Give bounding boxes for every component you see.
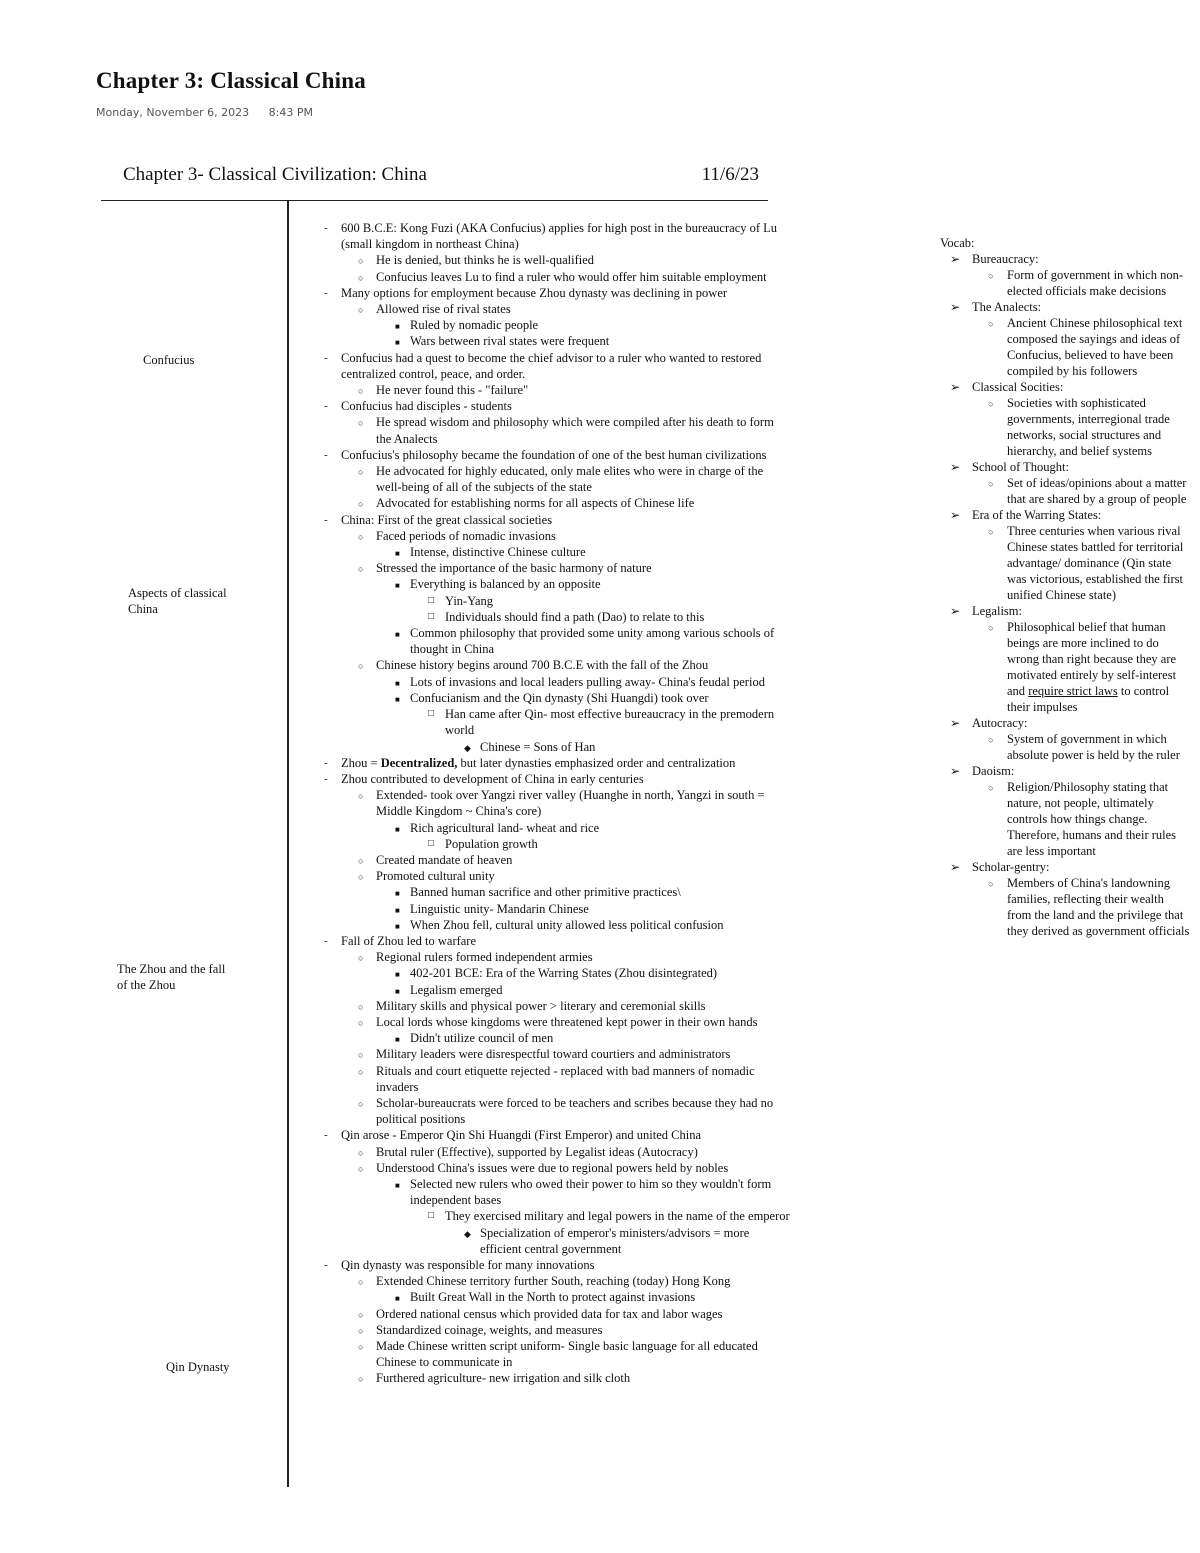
bullet-marker: ○ (358, 418, 364, 429)
note-text: Confucius leaves Lu to find a ruler who would offer him suitable employment (376, 269, 767, 284)
vocab-definition (940, 523, 1190, 603)
note-text: Understood China's issues were due to regional powers held by nobles (376, 1160, 729, 1175)
arrow-bullet-icon: ➢ (950, 380, 961, 394)
note-line (324, 1176, 790, 1208)
note-line (324, 998, 790, 1014)
bullet-marker: ■ (395, 549, 400, 559)
bullet-marker: ○ (358, 564, 364, 575)
bullet-marker: ○ (358, 1050, 364, 1061)
note-text: Confucius had disciples - students (341, 399, 512, 414)
circle-bullet-icon: ○ (988, 319, 994, 329)
bullet-marker: ■ (395, 986, 400, 996)
note-line (324, 755, 790, 771)
note-text: Yin-Yang (445, 593, 494, 608)
bullet-marker: ○ (358, 1325, 364, 1336)
notes-header (123, 164, 759, 186)
arrow-bullet-icon: ➢ (950, 300, 961, 314)
vocab-term-label: Classical Socities: (972, 380, 1064, 394)
vocab-term (940, 507, 1190, 523)
note-line (324, 1063, 790, 1095)
vocab-term (940, 299, 1190, 315)
note-text: Extended Chinese territory further South, reaching (today) Hong Kong (376, 1274, 731, 1289)
note-line (324, 1273, 790, 1289)
circle-bullet-icon: ○ (988, 735, 994, 745)
bullet-marker: ○ (358, 531, 364, 542)
note-line (324, 301, 790, 317)
note-line (324, 414, 790, 446)
note-text: Zhou contributed to development of China in early centuries (341, 771, 644, 786)
bullet-marker: ■ (395, 889, 400, 899)
note-line (324, 317, 790, 333)
note-text: Qin arose - Emperor Qin Shi Huangdi (First Emperor) and united China (341, 1128, 701, 1143)
bullet-marker: ○ (358, 256, 364, 267)
vocab-term (940, 763, 1190, 779)
note-line (324, 1338, 790, 1370)
notes-outline (324, 220, 790, 1387)
note-line (324, 949, 790, 965)
note-line (324, 690, 790, 706)
bullet-marker: ○ (358, 1017, 364, 1028)
note-text: He never found this - "failure" (376, 383, 529, 398)
bullet-marker: ■ (395, 338, 400, 348)
circle-bullet-icon: ○ (988, 783, 994, 793)
bullet-marker: - (324, 448, 328, 461)
bullet-marker: ■ (395, 905, 400, 915)
note-text: Population growth (445, 836, 538, 851)
note-text: Military skills and physical power > literary and ceremonial skills (376, 998, 706, 1013)
note-text: Built Great Wall in the North to protect against invasions (410, 1290, 696, 1305)
bullet-marker: ○ (358, 1098, 364, 1109)
note-line (324, 447, 790, 463)
note-line (324, 269, 790, 285)
note-line (324, 1257, 790, 1273)
note-text: Regional rulers formed independent armies (376, 950, 593, 965)
note-text: Allowed rise of rival states (376, 302, 511, 317)
note-line (324, 333, 790, 349)
bullet-marker: - (324, 513, 328, 526)
note-line (324, 706, 790, 738)
note-text: Qin dynasty was responsible for many innovations (341, 1258, 595, 1272)
bullet-marker: □ (428, 610, 435, 622)
note-line (324, 350, 790, 382)
note-line (324, 1225, 790, 1257)
note-text: Legalism emerged (410, 982, 503, 997)
note-line (324, 1127, 790, 1143)
note-text: He spread wisdom and philosophy which were compiled after his death to form the Analects (376, 415, 774, 446)
note-text: When Zhou fell, cultural unity allowed less political confusion (410, 917, 724, 932)
vocab-term (940, 251, 1190, 267)
vocab-term (940, 459, 1190, 475)
bullet-marker: ○ (358, 661, 364, 672)
bullet-marker: ■ (395, 1180, 400, 1190)
vocab-definition (940, 731, 1190, 763)
bullet-marker: ■ (395, 630, 400, 640)
note-text: He is denied, but thinks he is well-qualified (376, 253, 595, 268)
note-text: 402-201 BCE: Era of the Warring States (Zhou disintegrated) (410, 966, 718, 981)
note-text: Confucianism and the Qin dynasty (Shi Huangdi) took over (410, 690, 709, 705)
bullet-marker: ○ (358, 1163, 364, 1174)
note-text: Made Chinese written script uniform- Single basic language for all educated Chinese to communicate in (376, 1339, 758, 1370)
note-text: Scholar-bureaucrats were forced to be teachers and scribes because they had no political positions (376, 1095, 774, 1127)
note-text: 600 B.C.E: Kong Fuzi (AKA Confucius) applies for high post in the bureaucracy of Lu (small kingdom in northeast China) (341, 221, 778, 252)
circle-bullet-icon: ○ (988, 479, 994, 489)
note-line (324, 982, 790, 998)
vocab-term-label: Autocracy: (972, 716, 1028, 730)
notes-header-title: Chapter 3- Classical Civilization: China (123, 164, 427, 185)
note-text: Everything is balanced by an opposite (410, 577, 601, 592)
bullet-marker: ○ (358, 467, 364, 478)
arrow-bullet-icon: ➢ (950, 460, 961, 474)
bullet-marker: ○ (358, 305, 364, 316)
vocab-term-label: School of Thought: (972, 460, 1069, 474)
bullet-marker: - (324, 286, 328, 299)
arrow-bullet-icon: ➢ (950, 860, 961, 874)
note-text: They exercised military and legal powers in the name of the emperor (445, 1209, 790, 1224)
note-text: Standardized coinage, weights, and measures (376, 1322, 603, 1337)
vocab-definition (940, 875, 1190, 939)
note-line (324, 836, 790, 852)
bullet-marker: ■ (395, 1294, 400, 1304)
bullet-marker: ○ (358, 1001, 364, 1012)
circle-bullet-icon: ○ (988, 399, 994, 409)
note-text: Many options for employment because Zhou dynasty was declining in power (341, 285, 728, 300)
note-line (324, 382, 790, 398)
bullet-marker: □ (428, 837, 435, 849)
note-line (324, 1208, 790, 1224)
note-line (324, 544, 790, 560)
bullet-marker: ○ (358, 1374, 364, 1385)
bullet-marker: ○ (358, 386, 364, 397)
note-line (324, 398, 790, 414)
note-line (324, 1306, 790, 1322)
note-text: Ordered national census which provided data for tax and labor wages (376, 1306, 723, 1321)
vocab-definition-text: Set of ideas/opinions about a matter that are shared by a group of people (1007, 476, 1187, 506)
note-text: Furthered agriculture- new irrigation and silk cloth (376, 1371, 631, 1386)
vocab-term (940, 379, 1190, 395)
bullet-marker: ○ (358, 1309, 364, 1320)
note-line (324, 593, 790, 609)
vocab-definition (940, 395, 1190, 459)
note-text: Advocated for establishing norms for all aspects of Chinese life (376, 496, 695, 511)
note-text: Brutal ruler (Effective), supported by Legalist ideas (Autocracy) (376, 1144, 698, 1159)
bullet-marker: ○ (358, 855, 364, 866)
note-text: Created mandate of heaven (376, 852, 513, 867)
bullet-marker: ■ (395, 824, 400, 834)
arrow-bullet-icon: ➢ (950, 716, 961, 730)
note-text: He advocated for highly educated, only male elites who were in charge of the well-being of all of the subjects of the state (376, 464, 764, 495)
vocab-definition (940, 779, 1190, 859)
bullet-marker: - (324, 934, 328, 947)
bullet-marker: ○ (358, 1277, 364, 1288)
note-line (324, 933, 790, 949)
note-line (324, 1160, 790, 1176)
vocab-definition-text: System of government in which absolute power is held by the ruler (1007, 732, 1180, 762)
circle-bullet-icon: ○ (988, 879, 994, 889)
note-text-prefix: Zhou = (341, 755, 381, 770)
bullet-marker: ■ (395, 970, 400, 980)
bullet-marker: - (324, 222, 328, 234)
cue-zhou-fall: The Zhou and the fall of the Zhou (117, 962, 226, 992)
note-text: Fall of Zhou led to warfare (341, 933, 477, 948)
vocab-panel (940, 235, 1190, 939)
note-line (324, 1046, 790, 1062)
note-line (324, 1030, 790, 1046)
bullet-marker: ○ (358, 872, 364, 883)
vocab-term-label: The Analects: (972, 300, 1042, 314)
note-line (324, 495, 790, 511)
header-divider (101, 200, 768, 201)
vocab-definition-underlined: require strict laws (1028, 684, 1118, 698)
cue-confucius: Confucius (143, 353, 195, 367)
note-text: Individuals should find a path (Dao) to relate to this (445, 609, 705, 624)
bullet-marker: ■ (395, 678, 400, 688)
arrow-bullet-icon: ➢ (950, 508, 961, 522)
vocab-term-label: Daoism: (972, 764, 1015, 778)
bullet-marker: □ (428, 1210, 435, 1222)
note-line (324, 285, 790, 301)
notes-header-date: 11/6/23 (701, 164, 759, 185)
bullet-marker: ○ (358, 272, 364, 283)
cue-aspects-classical-china: Aspects of classical China (128, 586, 227, 616)
vocab-definition-text: Members of China's landowning families, reflecting their wealth from the land and the privilege that they derived as government officials (1007, 876, 1190, 938)
page-timestamp (96, 106, 313, 119)
page-time: 8:43 PM (268, 106, 313, 119)
note-text: Common philosophy that provided some unity among various schools of thought in China (410, 626, 775, 657)
note-text: Intense, distinctive Chinese culture (410, 545, 586, 560)
note-line (324, 463, 790, 495)
vocab-definition (940, 619, 1190, 715)
bullet-marker: ◆ (464, 1228, 471, 1239)
vocab-definition-text: Societies with sophisticated governments, interregional trade networks, social structures and hierarchy, and belief systems (1007, 396, 1170, 458)
note-line (324, 1144, 790, 1160)
circle-bullet-icon: ○ (988, 527, 994, 537)
note-line (324, 560, 790, 576)
cue-column-divider (287, 200, 289, 1487)
vocab-definition-text: Form of government in which non-elected officials make decisions (1007, 268, 1184, 298)
arrow-bullet-icon: ➢ (950, 252, 961, 266)
note-text: Chinese history begins around 700 B.C.E with the fall of the Zhou (376, 658, 709, 673)
vocab-term-label: Scholar-gentry: (972, 860, 1050, 874)
bullet-marker: - (324, 1259, 328, 1271)
note-line (324, 1289, 790, 1305)
vocab-term (940, 715, 1190, 731)
note-text: Faced periods of nomadic invasions (376, 528, 556, 543)
note-line (324, 512, 790, 528)
bullet-marker: ■ (395, 1035, 400, 1045)
note-text: Military leaders were disrespectful toward courtiers and administrators (376, 1047, 731, 1062)
note-text: Specialization of emperor's ministers/advisors = more efficient central government (480, 1225, 750, 1256)
bullet-marker: ○ (358, 1342, 364, 1353)
cue-qin-dynasty: Qin Dynasty (166, 1360, 230, 1374)
bullet-marker: - (324, 400, 328, 413)
note-text: but later dynasties emphasized order and centralization (457, 755, 736, 770)
note-text: Confucius had a quest to become the chief advisor to a ruler who wanted to restored centralized control, peace, and order. (341, 350, 762, 381)
note-line (324, 609, 790, 625)
bullet-marker: ○ (358, 499, 364, 510)
note-line (324, 625, 790, 657)
note-text: Confucius's philosophy became the foundation of one of the best human civilizations (341, 447, 767, 462)
note-text: Selected new rulers who owed their power to him so they wouldn't form independent bases (410, 1176, 772, 1208)
note-line (324, 220, 790, 252)
vocab-term (940, 603, 1190, 619)
arrow-bullet-icon: ➢ (950, 604, 961, 618)
note-line (324, 674, 790, 690)
note-line (324, 917, 790, 933)
note-line (324, 868, 790, 884)
bullet-marker: ■ (395, 921, 400, 931)
note-text: Stressed the importance of the basic harmony of nature (376, 561, 652, 576)
bullet-marker: ■ (395, 694, 400, 704)
note-text: Lots of invasions and local leaders pulling away- China's feudal period (410, 674, 765, 689)
bullet-marker: □ (428, 594, 435, 606)
note-line (324, 657, 790, 673)
page-date: Monday, November 6, 2023 (96, 106, 250, 119)
bullet-marker: - (324, 351, 328, 364)
note-text: Han came after Qin- most effective bureaucracy in the premodern world (445, 707, 775, 738)
page-title: Chapter 3: Classical China (96, 68, 366, 93)
arrow-bullet-icon: ➢ (950, 764, 961, 778)
note-text: Rich agricultural land- wheat and rice (410, 820, 600, 835)
vocab-definition (940, 315, 1190, 379)
note-line (324, 852, 790, 868)
note-text: Local lords whose kingdoms were threatened kept power in their own hands (376, 1014, 758, 1029)
note-line (324, 965, 790, 981)
note-line (324, 787, 790, 819)
bullet-marker: - (324, 772, 328, 785)
vocab-definition-text: Three centuries when various rival Chinese states battled for territorial advantage/ dominance (Qin state was victorious, established the first unified Chinese state) (1007, 524, 1184, 602)
note-text: Ruled by nomadic people (410, 318, 539, 333)
bullet-marker: - (324, 756, 328, 769)
note-text: Banned human sacrifice and other primitive practices\ (410, 885, 681, 900)
note-text: Promoted cultural unity (376, 869, 495, 884)
note-text: Didn't utilize council of men (410, 1031, 554, 1046)
note-line (324, 1322, 790, 1338)
note-line (324, 576, 790, 592)
circle-bullet-icon: ○ (988, 623, 994, 633)
vocab-definition-text: Philosophical belief that human beings are more inclined to do wrong than right because they are motivated entirely by self-interest and (1007, 620, 1177, 698)
vocab-definition (940, 475, 1190, 507)
bullet-marker: ○ (358, 1147, 364, 1158)
note-text-bold: Decentralized, (380, 755, 458, 770)
note-line (324, 1370, 790, 1386)
note-line (324, 1095, 790, 1127)
bullet-marker: ○ (358, 1066, 364, 1077)
note-text: Rituals and court etiquette rejected - replaced with bad manners of nomadic invaders (376, 1063, 755, 1094)
note-line (324, 528, 790, 544)
vocab-definition-text: Religion/Philosophy stating that nature, not people, ultimately controls how things change. Therefore, humans and their rules are less important (1007, 780, 1177, 858)
vocab-definition-text-end: to control their impulses (1007, 684, 1170, 714)
circle-bullet-icon: ○ (988, 271, 994, 281)
bullet-marker: ◆ (464, 742, 471, 753)
note-text: Extended- took over Yangzi river valley (Huanghe in north, Yangzi in south = Middle Kingdom ~ China's core) (376, 788, 765, 819)
vocab-heading: Vocab: (940, 236, 975, 250)
bullet-marker: ○ (358, 791, 364, 802)
bullet-marker: - (324, 1129, 328, 1142)
note-line (324, 252, 790, 268)
note-line (324, 771, 790, 787)
vocab-term-label: Era of the Warring States: (972, 508, 1102, 522)
note-line (324, 739, 790, 755)
note-text: China: First of the great classical societies (341, 512, 553, 527)
vocab-definition (940, 267, 1190, 299)
note-text: Chinese = Sons of Han (480, 739, 596, 754)
vocab-definition-text: Ancient Chinese philosophical text composed the sayings and ideas of Confucius, believed to have been compiled by his followers (1007, 316, 1183, 378)
note-line (324, 901, 790, 917)
note-line (324, 1014, 790, 1030)
vocab-term-label: Bureaucracy: (972, 252, 1039, 266)
note-line (324, 820, 790, 836)
note-text: Linguistic unity- Mandarin Chinese (410, 901, 589, 916)
vocab-term (940, 859, 1190, 875)
bullet-marker: ○ (358, 953, 364, 964)
bullet-marker: □ (428, 708, 435, 720)
note-line (324, 884, 790, 900)
note-text: Wars between rival states were frequent (410, 334, 610, 349)
vocab-term-label: Legalism: (972, 604, 1022, 618)
bullet-marker: ■ (395, 581, 400, 591)
bullet-marker: ■ (395, 322, 400, 332)
